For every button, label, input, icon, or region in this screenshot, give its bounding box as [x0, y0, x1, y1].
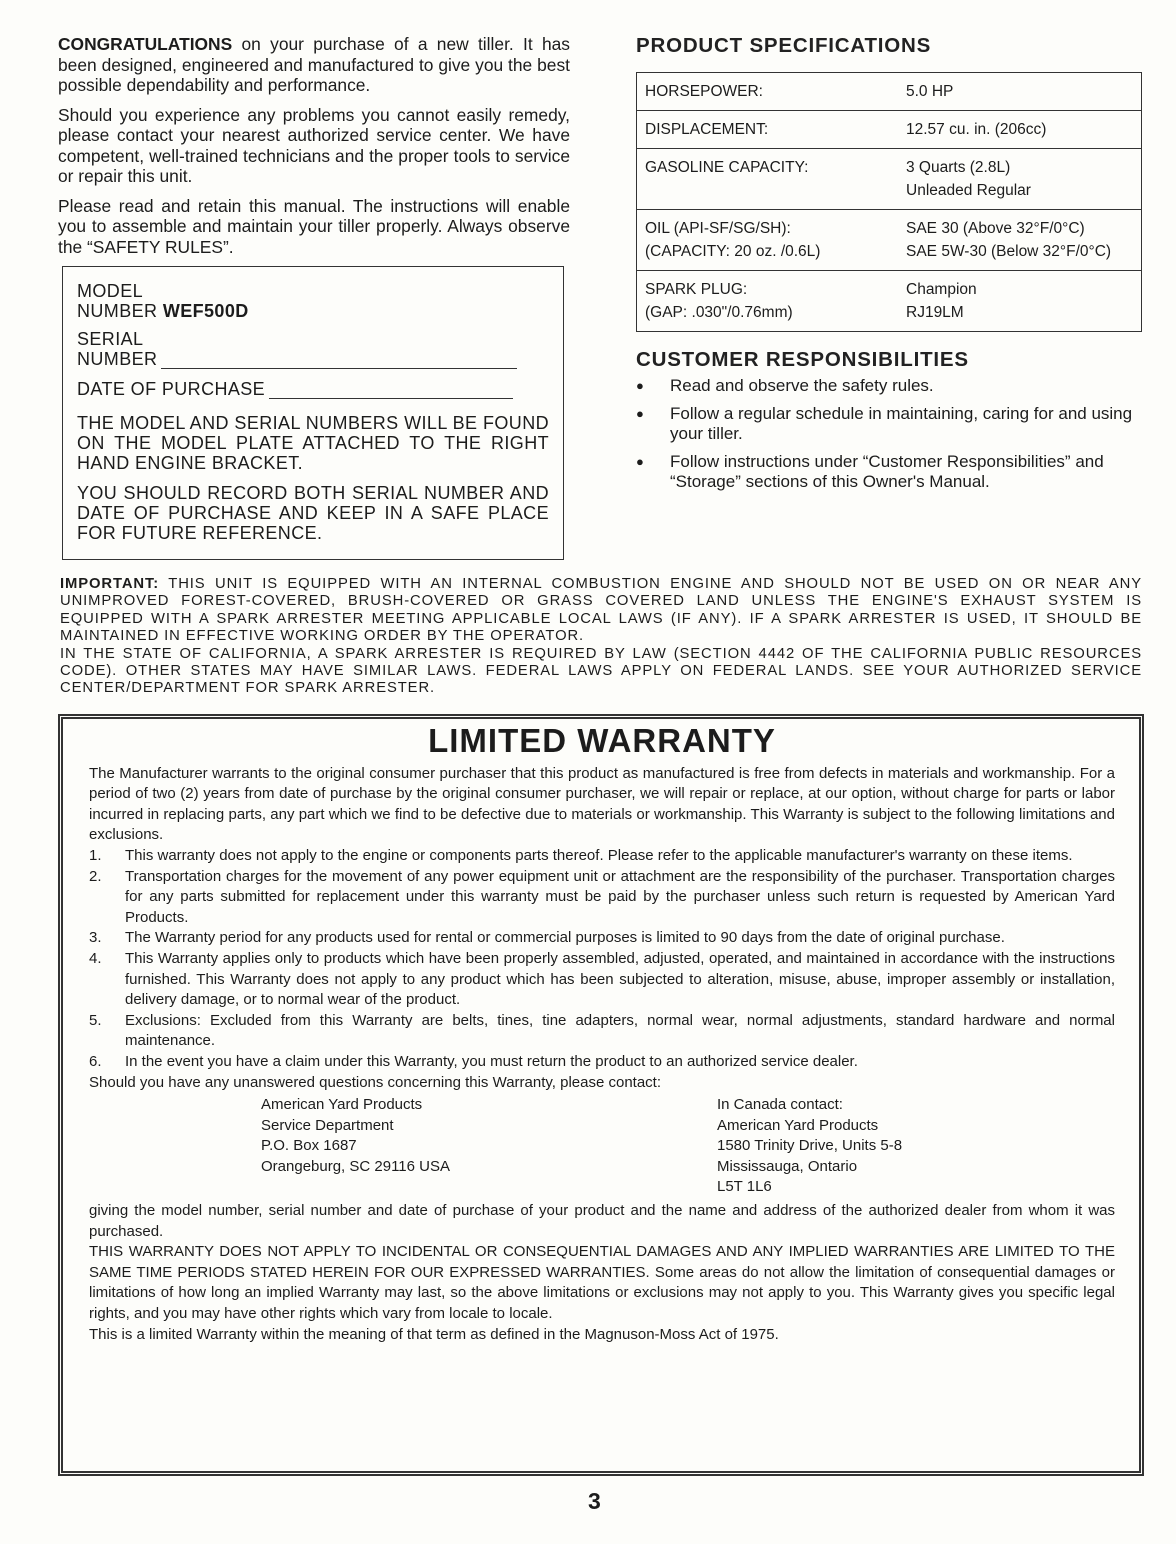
warranty-item	[89, 1052, 1115, 1073]
congratulations-word: CONGRATULATIONS	[58, 34, 233, 54]
disclaimer-rest: Some areas do not allow the limitation of consequential damages or limitations of how long an implied Warranty may last, so the above limitations or exclusions may not apply to you. This Warranty gives you specific legal rights, and you may have other rights which vary from locale to locale.	[89, 1263, 1115, 1323]
bullet-icon: ●	[636, 454, 644, 469]
spec-label-line: (CAPACITY: 20 oz. /0.6L)	[645, 243, 821, 260]
important-notice	[60, 576, 1142, 698]
important-label: IMPORTANT:	[60, 576, 160, 592]
spec-value-line: 5.0 HP	[906, 83, 954, 100]
spec-label	[637, 73, 899, 111]
spec-value	[898, 73, 1142, 111]
serial-label-1: SERIAL	[77, 329, 144, 349]
spec-value-line: SAE 5W-30 (Below 32°F/0°C)	[906, 243, 1112, 260]
spec-value	[898, 111, 1142, 149]
specs-table	[636, 72, 1142, 332]
intro-congratulations	[58, 34, 570, 96]
address-line: American Yard Products	[261, 1096, 423, 1114]
spec-value-line: 3 Quarts (2.8L)	[906, 159, 1011, 176]
warranty-item	[89, 846, 1115, 867]
important-text-1: THIS UNIT IS EQUIPPED WITH AN INTERNAL COMBUSTION ENGINE AND SHOULD NOT BE USED ON OR NEAR ANY UNIMPROVED FOREST-COVERED, BRUSH-COVERED OR GRASS COVERED LAND UNLESS THE ENGINE'S EXHAUST SYSTEM IS EQUIPPED WITH A SPARK ARRESTER MEETING APPLICABLE LOCAL LAWS (IF ANY). IF A SPARK ARRESTER IS USED, IT SHOULD BE MAINTAINED IN EFFECTIVE WORKING ORDER BY THE OPERATOR.	[60, 576, 1142, 645]
date-purchase-field[interactable]	[269, 382, 513, 399]
right-column	[636, 34, 1144, 500]
warranty-contact-intro: Should you have any unanswered questions concerning this Warranty, please contact:	[89, 1073, 662, 1091]
address-block	[89, 1095, 1115, 1198]
warranty-item-number: 5.	[89, 1011, 102, 1029]
warranty-item-text: The Warranty period for any products used for rental or commercial purposes is limited to 90 days from the date of original purchase.	[125, 929, 1005, 947]
warranty-intro: The Manufacturer warrants to the original consumer purchaser that this product as manufactured is free from defects in materials and workmanship. For a period of two (2) years from date of purchase by the original consumer purchaser, we will repair or replace, at our option, without charge for parts or labor incurred in replacing parts, any part which we find to be defective due to materials or workmanship. This Warranty is subject to the following limitations and exclusions.	[89, 764, 1115, 844]
address-line: L5T 1L6	[717, 1178, 772, 1196]
left-column	[58, 34, 570, 560]
spec-label-line: OIL (API-SF/SG/SH):	[645, 220, 791, 237]
warranty-giving: giving the model number, serial number and date of purchase of your product and the name and address of the authorized dealer from whom it was purchased.	[89, 1202, 1115, 1240]
spec-value	[898, 149, 1142, 210]
warranty-item-text: Transportation charges for the movement of any power equipment unit or attachment are the responsibility of the purchaser. Transportation charges for any parts submitted for replacement under this warranty must be paid by the purchaser unless such return is requested by American Yard Products.	[125, 867, 1115, 926]
warranty-item-text: Exclusions: Excluded from this Warranty are belts, tines, tine adapters, normal wear, normal adjustments, standard hardware and normal maintenance.	[125, 1011, 1115, 1050]
model-label-2: NUMBER	[77, 301, 158, 321]
warranty-item	[89, 928, 1115, 949]
warranty-item-text: This Warranty applies only to products which have been properly assembled, adjusted, operated, and maintained in accordance with the instructions furnished. This Warranty does not apply to any product which has been subjected to alteration, misuse, abuse, improper assembly or installation, delivery damage, or to normal wear of the product.	[125, 949, 1115, 1009]
serial-number-row	[77, 349, 549, 369]
spec-row	[637, 111, 1142, 149]
serial-label-2: NUMBER	[77, 349, 158, 369]
address-line: American Yard Products	[717, 1116, 879, 1134]
warranty-item	[89, 949, 1115, 1011]
spec-value-line: SAE 30 (Above 32°F/0°C)	[906, 220, 1085, 237]
warranty-item-text: This warranty does not apply to the engine or components parts thereof. Please refer to the applicable manufacturer's warranty on these items.	[125, 846, 1073, 864]
list-item	[636, 376, 1144, 396]
page-number: 3	[588, 1488, 601, 1514]
bullet-icon: ●	[636, 406, 644, 421]
list-item-text: Read and observe the safety rules.	[670, 376, 934, 395]
spec-row	[637, 271, 1142, 332]
us-address	[261, 1095, 717, 1198]
disclaimer-caps: THIS WARRANTY DOES NOT APPLY TO INCIDENTAL OR CONSEQUENTIAL DAMAGES AND ANY IMPLIED WARRANTIES ARE LIMITED TO THE SAME TIME PERIODS STATED HEREIN FOR OUR EXPRESSED WARRANTIES.	[89, 1243, 1115, 1281]
spec-label-line: HORSEPOWER:	[645, 83, 763, 100]
customer-resp-title: CUSTOMER RESPONSIBILITIES	[636, 348, 969, 371]
model-plate-note: THE MODEL AND SERIAL NUMBERS WILL BE FOUND ON THE MODEL PLATE ATTACHED TO THE RIGHT HAND ENGINE BRACKET.	[77, 413, 549, 473]
address-line: P.O. Box 1687	[261, 1137, 357, 1155]
date-label: DATE OF PURCHASE	[77, 379, 266, 399]
list-item	[636, 404, 1144, 444]
list-item-text: Follow a regular schedule in maintaining, caring for and using your tiller.	[670, 404, 1133, 443]
model-label-1: MODEL	[77, 281, 144, 301]
specs-title: PRODUCT SPECIFICATIONS	[636, 34, 932, 57]
address-line: In Canada contact:	[717, 1096, 843, 1114]
spec-label	[637, 149, 899, 210]
warranty-item-number: 4.	[89, 949, 102, 967]
address-line: 1580 Trinity Drive, Units 5-8	[717, 1137, 903, 1155]
spec-label-line: GASOLINE CAPACITY:	[645, 159, 809, 176]
spec-row	[637, 149, 1142, 210]
date-purchase-row	[77, 379, 549, 399]
spec-value-line: 12.57 cu. in. (206cc)	[906, 121, 1047, 138]
warranty-final: This is a limited Warranty within the meaning of that term as defined in the Magnuson-Moss Act of 1975.	[89, 1325, 779, 1343]
intro	[58, 34, 570, 257]
warranty-item	[89, 1011, 1115, 1052]
spec-value	[898, 271, 1142, 332]
intro-read-manual: Please read and retain this manual. The instructions will enable you to assemble and maintain your tiller properly. Always observe the “SAFETY RULES”.	[58, 195, 570, 257]
important-p1	[60, 576, 1142, 646]
warranty-item	[89, 867, 1115, 929]
spec-label	[637, 111, 899, 149]
spec-value-line: Champion	[906, 281, 977, 298]
spec-label-line: SPARK PLUG:	[645, 281, 748, 298]
spec-value-line: RJ19LM	[906, 304, 964, 321]
serial-number-field[interactable]	[161, 352, 517, 369]
spec-label	[637, 210, 899, 271]
spec-label-line: (GAP: .030"/0.76mm)	[645, 304, 793, 321]
important-p2: IN THE STATE OF CALIFORNIA, A SPARK ARRESTER IS REQUIRED BY LAW (SECTION 4442 OF THE CALIFORNIA PUBLIC RESOURCES CODE). OTHER STATES MAY HAVE SIMILAR LAWS. FEDERAL LAWS APPLY ON FEDERAL LANDS. SEE YOUR AUTHORIZED SERVICE CENTER/DEPARTMENT FOR SPARK ARRESTER.	[60, 645, 1142, 697]
warranty-item-text: In the event you have a claim under this Warranty, you must return the product to an authorized service dealer.	[125, 1052, 858, 1070]
warranty-box	[58, 714, 1144, 1476]
spec-value	[898, 210, 1142, 271]
warranty-title: LIMITED WARRANTY	[428, 722, 776, 759]
registration-box	[62, 266, 564, 560]
address-line: Orangeburg, SC 29116 USA	[261, 1157, 451, 1175]
record-note: YOU SHOULD RECORD BOTH SERIAL NUMBER AND DATE OF PURCHASE AND KEEP IN A SAFE PLACE FOR FUTURE REFERENCE.	[77, 483, 549, 543]
warranty-item-number: 3.	[89, 929, 102, 947]
list-item	[636, 452, 1144, 492]
intro-problems: Should you experience any problems you cannot easily remedy, please contact your nearest authorized service center. We have competent, well-trained technicians and the proper tools to service or repair this unit.	[58, 104, 570, 186]
spec-row	[637, 73, 1142, 111]
warranty-item-number: 1.	[89, 846, 102, 864]
model-number-row	[77, 301, 549, 321]
address-line: Mississauga, Ontario	[717, 1157, 858, 1175]
spec-label-line: DISPLACEMENT:	[645, 121, 769, 138]
customer-resp-list	[636, 376, 1144, 492]
list-item-text: Follow instructions under “Customer Responsibilities” and “Storage” sections of this Owner's Manual.	[670, 452, 1104, 491]
spec-row	[637, 210, 1142, 271]
address-line: Service Department	[261, 1116, 394, 1134]
congratulations-text: on your purchase of a new tiller. It has been designed, engineered and manufactured to give you the best possible dependability and performance.	[58, 34, 570, 95]
warranty-item-number: 2.	[89, 867, 102, 885]
model-number: WEF500D	[162, 301, 249, 321]
warranty-disclaimer	[89, 1242, 1115, 1324]
canada-address	[717, 1095, 902, 1198]
warranty-list	[89, 846, 1115, 1073]
spec-label	[637, 271, 899, 332]
bullet-icon: ●	[636, 378, 644, 393]
spec-value-line: Unleaded Regular	[906, 182, 1031, 199]
warranty-item-number: 6.	[89, 1052, 102, 1070]
